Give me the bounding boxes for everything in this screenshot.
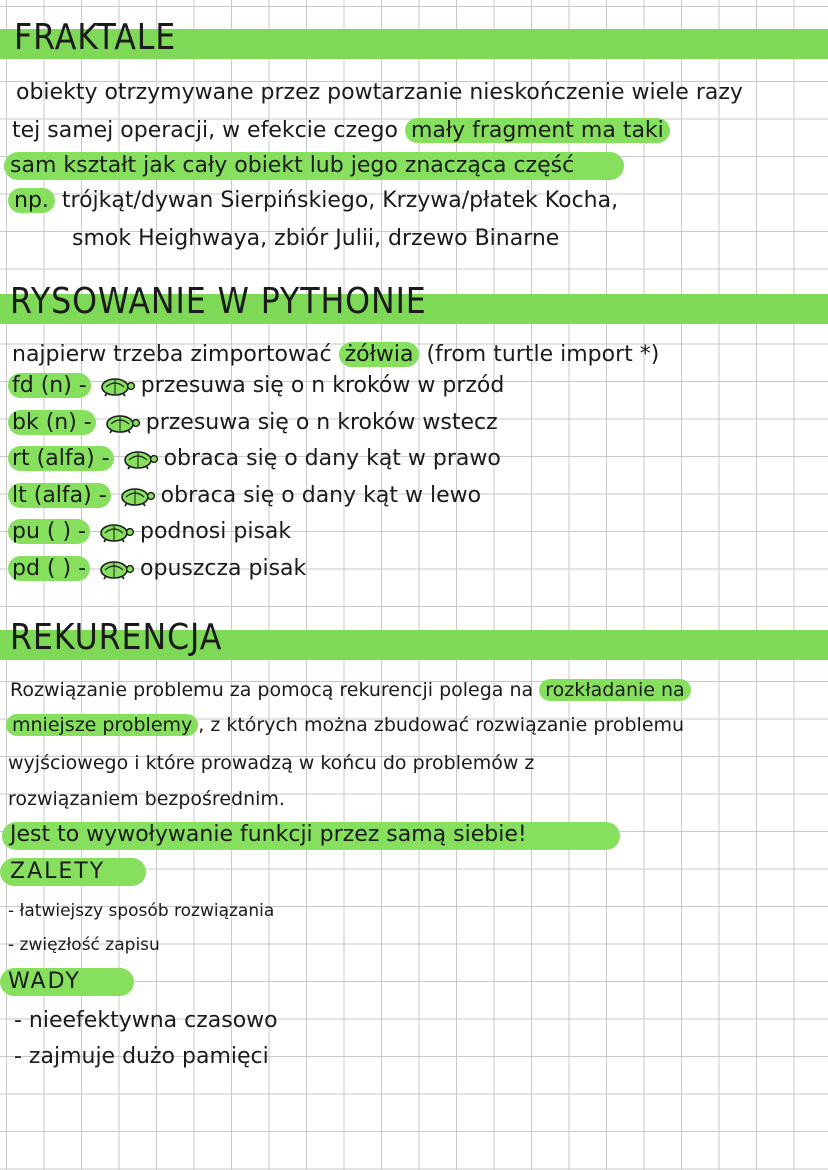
- turtle-icon: [116, 448, 160, 470]
- text-line: sam kształt jak cały obiekt lub jego znacząca część: [10, 153, 575, 178]
- turtle-icon: [113, 485, 157, 507]
- command-description: przesuwa się o n kroków w przód: [140, 373, 505, 398]
- text-fragment: (from turtle import *): [426, 342, 660, 367]
- command-name: lt (alfa) -: [8, 483, 111, 508]
- turtle-icon: [93, 375, 137, 397]
- section-title-fraktale: FRAKTALE: [14, 17, 177, 58]
- turtle-icon: [92, 521, 136, 543]
- command-row: [8, 371, 504, 401]
- command-description: obraca się o dany kąt w lewo: [160, 482, 482, 508]
- command-name: fd (n) -: [8, 373, 91, 398]
- text-line: rozwiązaniem bezpośrednim.: [8, 788, 285, 810]
- command-row: [8, 408, 498, 438]
- command-description: obraca się o dany kąt w prawo: [163, 446, 501, 471]
- text-line: Jest to wywoływanie funkcji przez samą siebie!: [10, 822, 527, 847]
- command-row: [8, 481, 481, 511]
- text-line: [10, 675, 691, 705]
- command-name: pu ( ) -: [8, 519, 90, 544]
- text-line: [8, 186, 618, 216]
- list-item: - zajmuje dużo pamięci: [14, 1044, 269, 1069]
- highlight-fragment: rozkładanie na: [539, 679, 690, 701]
- highlight-fragment: np.: [8, 188, 55, 213]
- text-fragment: , z których można zbudować rozwiązanie problemu: [198, 714, 685, 736]
- text-fragment: trójkąt/dywan Sierpińskiego, Krzywa/płatek Kocha,: [61, 188, 619, 213]
- section-title-rysowanie: RYSOWANIE W PYTHONIE: [10, 281, 427, 322]
- command-row: [8, 444, 501, 474]
- turtle-icon: [98, 412, 142, 434]
- subheading-wady: WADY: [8, 969, 81, 994]
- text-line: wyjściowego i które prowadzą w końcu do problemów z: [8, 752, 535, 774]
- text-line: [6, 710, 684, 740]
- text-line: [12, 116, 670, 146]
- command-description: przesuwa się o n kroków wstecz: [145, 409, 498, 435]
- list-item: - nieefektywna czasowo: [14, 1008, 278, 1033]
- highlight-fragment: żółwia: [339, 342, 420, 367]
- text-line: obiekty otrzymywane przez powtarzanie nieskończenie wiele razy: [16, 80, 743, 105]
- command-name: rt (alfa) -: [8, 446, 114, 471]
- subheading-zalety: ZALETY: [10, 859, 106, 884]
- highlight-fragment: mały fragment ma taki: [405, 118, 670, 143]
- command-row: [8, 517, 291, 547]
- section-title-rekurencja: REKURENCJA: [10, 617, 223, 658]
- text-line: smok Heighwaya, zbiór Julii, drzewo Binarne: [72, 226, 560, 251]
- turtle-icon: [92, 558, 136, 580]
- text-fragment: tej samej operacji, w efekcie czego: [12, 118, 398, 143]
- highlight-fragment: mniejsze problemy: [6, 714, 198, 736]
- command-description: opuszcza pisak: [140, 555, 307, 581]
- command-description: podnosi pisak: [140, 519, 292, 544]
- text-line: [12, 340, 659, 370]
- command-row: [8, 554, 306, 584]
- text-fragment: najpierw trzeba zimportować: [12, 342, 332, 367]
- command-name: bk (n) -: [8, 410, 96, 435]
- text-fragment: Rozwiązanie problemu za pomocą rekurencji polega na: [10, 679, 534, 701]
- list-item: - łatwiejszy sposób rozwiązania: [8, 901, 275, 921]
- list-item: - zwięzłość zapisu: [8, 935, 160, 955]
- command-name: pd ( ) -: [8, 556, 90, 581]
